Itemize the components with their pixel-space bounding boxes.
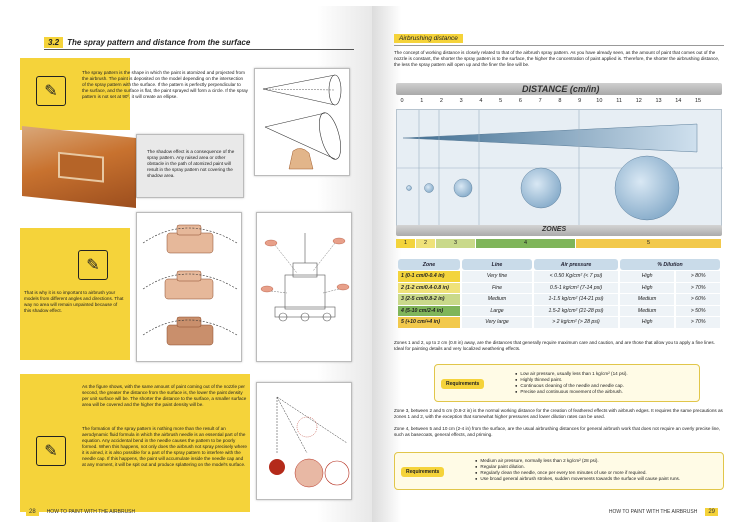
spray-pattern-paragraph: The spray pattern is the shape in which the paint is atomized and projected from the airbrush. The paint is deposited on the model depending on the intersection of the spray pattern with the surface. If the pattern is perfectly perpendicular to the surface, and the surface is flat, the paint sprayed will form a circle. If the spray pattern is not set at 90º, it will create an ellipse. <box>82 70 248 99</box>
zone-strip <box>396 239 722 248</box>
zone-4-paragraph: Zone 4, between 5 and 10 cm (2-4 in) from the surface, are the usual airbrushing distances for general airbrush work that does not require an overly precise line, such as basecoats, general effects, and priming. <box>394 426 721 437</box>
table-row <box>398 317 720 328</box>
list-item: ● Low air pressure, usually less than 1 kg/cm² (14 psi). <box>515 371 628 377</box>
section-heading <box>44 36 354 50</box>
section-number: 3.2 <box>44 37 63 48</box>
divider <box>394 45 724 46</box>
zone-cell-3: 3 <box>436 239 476 248</box>
scale-tick-label: 2 <box>439 98 443 104</box>
distance-density-paragraph: As the figure shows, with the same amount of paint coming out of the nozzle per second, the greater the distance from the surface is, the lower the paint density per unit surface will be. The shorter the distance to the surface, a smaller surface area will be covered and the higher the paint density will be. <box>82 384 247 407</box>
scale-tick-label: 3 <box>459 98 463 104</box>
table-cell: Large <box>462 306 532 317</box>
table-cell: High <box>620 317 674 328</box>
table-row <box>398 283 720 294</box>
list-item: ● Precise and continuous movement of the airbrush. <box>515 389 628 395</box>
list-item: ● Medium air pressure, normally less than 2 kg/cm² (28 psi). <box>475 458 680 464</box>
requirements-list <box>515 371 628 395</box>
pencil-note-icon: ✎ <box>36 436 66 466</box>
table-cell: Medium <box>462 294 532 305</box>
section-tag: Airbrushing distance <box>394 34 463 43</box>
table-cell: 1 (0-1 cm/0-0.4 in) <box>398 271 460 282</box>
scale-tick-label: 0 <box>400 98 404 104</box>
table-cell: > 70% <box>676 317 720 328</box>
page-number: 29 <box>705 508 718 516</box>
zone-cell-4: 4 <box>476 239 576 248</box>
pencil-note-icon: ✎ <box>78 250 108 280</box>
needle-paragraph: The formation of the spray pattern is nothing more than the result of an aerodynamic fluid formula in which the airbrush needle is an essential part of the equation. Any accidental bend in the needle causes the pattern to be poorly formed. When this happens, not only does the airbrush not spray precisely where it is aimed, it is also possible for a part of the spray pattern to interfere with the needle cap. If this happens, the paint will accumulate inside the needle cap and at any moment, it will be spit out and produce splattering on the model's surface. <box>82 426 247 467</box>
table-cell: 5 (+10 cm/+4 in) <box>398 317 460 328</box>
scale-tick-label: 7 <box>538 98 542 104</box>
right-footer <box>609 508 718 516</box>
table-cell: 2 (1-2 cm/0.4-0.8 in) <box>398 283 460 294</box>
scale-tick-label: 9 <box>578 98 582 104</box>
book-spread <box>6 6 738 522</box>
scale-tick-label: 10 <box>596 98 603 104</box>
right-page <box>372 6 738 522</box>
zones-table <box>396 258 722 329</box>
scale-tick-label: 14 <box>675 98 682 104</box>
section-title: The spray pattern and distance from the surface <box>67 38 251 47</box>
table-cell: High <box>620 283 674 294</box>
table-cell: 0.5-1 kg/cm² (7-14 psi) <box>534 283 618 294</box>
list-item: ● Use broad general airbrush strokes, sudden movements towards the surface will cause paint runs. <box>475 476 680 482</box>
table-header: % Dilution <box>620 259 720 270</box>
table-cell: 3 (2-5 cm/0.8-2 in) <box>398 294 460 305</box>
table-cell: Fine <box>462 283 532 294</box>
table-cell: > 2 kg/cm² (> 28 psi) <box>534 317 618 328</box>
zones-title: ZONES <box>542 226 567 233</box>
table-cell: > 80% <box>676 271 720 282</box>
requirements-box-1 <box>434 364 700 402</box>
scale-tick-label: 4 <box>479 98 483 104</box>
table-cell: > 50% <box>676 306 720 317</box>
table-cell: Medium <box>620 294 674 305</box>
table-cell: 4 (5-10 cm/2-4 in) <box>398 306 460 317</box>
intro-paragraph: The concept of working distance is closely related to that of the airbrush spray pattern. As you have already seen, as the amount of paint that comes out of the nozzle is constant, the shorter the spray pattern is to the surface, the higher the concentration of paint applied is. Therefore, the shorter the airbrushing distance, the less the spray pattern will open up and the finer the line will be. <box>394 50 720 67</box>
pencil-note-icon: ✎ <box>36 76 66 106</box>
table-cell: Medium <box>620 306 674 317</box>
model-part-photo <box>22 126 136 208</box>
table-cell: > 60% <box>676 294 720 305</box>
distance-title: DISTANCE (cm/in) <box>522 84 600 94</box>
requirements-label: Requirements <box>401 467 444 477</box>
scale-tick-label: 1 <box>420 98 424 104</box>
scale-tick-label: 8 <box>558 98 562 104</box>
zone-cell-1: 1 <box>396 239 416 248</box>
scale-tick-label: 11 <box>616 98 622 104</box>
table-cell: 1.5-2 kg/cm² (21-28 psi) <box>534 306 618 317</box>
page-number: 28 <box>26 508 39 516</box>
tank-angles-illustration <box>136 212 242 362</box>
zone-3-paragraph: Zone 3, between 2 and 5 cm (0.8-2 in) is the normal working distance for the creation of feathered effects with airbrush edges. It requires the same precautions as zones 1 and 2, with the exception that somewhat higher pressures and lower dilution rates can be used. <box>394 408 723 419</box>
scale-tick-label: 13 <box>655 98 662 104</box>
zone-cell-5: 5 <box>576 239 722 248</box>
scale-tick-label: 15 <box>694 98 702 104</box>
table-cell: Very large <box>462 317 532 328</box>
table-row <box>398 271 720 282</box>
table-cell: Very fine <box>462 271 532 282</box>
shadow-effect-paragraph: The shadow effect is a consequence of the spray pattern. Any raised area or other obstacle in the path of atomized paint will result in the spray pattern not covering the shadow area. <box>147 149 235 178</box>
table-cell: < 0.50 Kg/cm² (< 7 psi) <box>534 271 618 282</box>
shadow-tank-illustration <box>256 212 352 362</box>
zones-1-2-paragraph: Zones 1 and 2, up to 2 cm (0.8 in) away, are the distances that generally require maximum care and caution, and are those that allow you to apply a fine lines. Ideal for painting details and very localized weathering effects. <box>394 340 715 351</box>
distance-scale <box>400 98 702 108</box>
table-row <box>398 306 720 317</box>
requirements-list <box>475 458 680 482</box>
footer-text: HOW TO PAINT WITH THE AIRBRUSH <box>46 509 136 515</box>
paint-density-illustration <box>256 382 352 500</box>
list-item: ● Regular paint dilution. <box>475 464 680 470</box>
table-header: Air pressure <box>534 259 618 270</box>
table-header: Zone <box>398 259 460 270</box>
scale-tick-label: 5 <box>499 98 503 104</box>
shadow-effect-callout <box>136 134 244 198</box>
scale-tick-label: 12 <box>635 98 642 104</box>
table-cell: 1-1.5 kg/cm² (14-21 psi) <box>534 294 618 305</box>
requirements-box-2 <box>394 452 724 490</box>
table-header: Line <box>462 259 532 270</box>
table-row <box>398 294 720 305</box>
angles-paragraph: That is why it is so important to airbrush your models from different angles and directions. That way no area will remain unpainted because of this shadow effect. <box>24 290 124 313</box>
table-cell: > 70% <box>676 283 720 294</box>
zone-cell-2: 2 <box>416 239 436 248</box>
scale-tick-label: 6 <box>518 98 522 104</box>
spray-cone-illustration <box>254 68 350 176</box>
list-item: ● Continuous cleaning of the needle and needle cap. <box>515 383 628 389</box>
left-page <box>6 6 372 522</box>
list-item: ● Highly thinned paint. <box>515 377 628 383</box>
footer-text: HOW TO PAINT WITH THE AIRBRUSH <box>608 509 698 515</box>
table-cell: High <box>620 271 674 282</box>
requirements-label: Requirements <box>441 379 484 389</box>
left-footer <box>26 508 135 516</box>
list-item: ● Regularly clean the needle, once per every ten minutes of use or more if required. <box>475 470 680 476</box>
spray-distance-diagram <box>396 109 722 233</box>
